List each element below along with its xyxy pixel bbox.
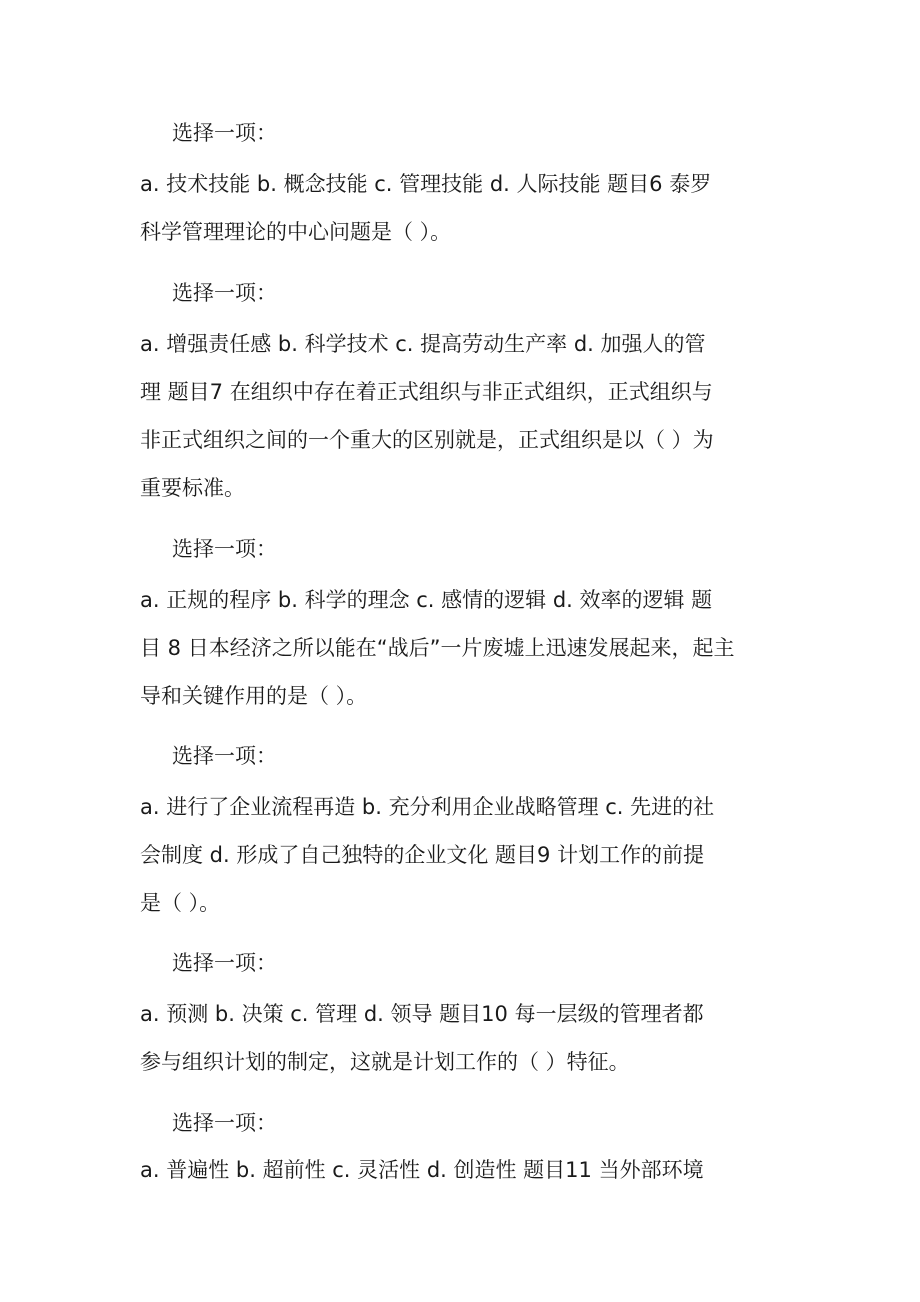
prompt-label: 选择一项： [172,951,277,975]
text-line: 参与组织计划的制定，这就是计划工作的（ ）特征。 [140,1050,630,1074]
prompt-label: 选择一项： [172,537,277,561]
prompt-label: 选择一项： [172,121,277,145]
text-line: 会制度 d. 形成了自己独特的企业文化 题目9 计划工作的前提 [140,843,705,867]
question-paragraph [140,990,800,1086]
text-line: 目 8 日本经济之所以能在“战后”一片废墟上迅速发展起来，起主 [140,636,735,660]
text-line: 科学管理理论的中心问题是（ ）。 [140,220,452,244]
text-line: a. 普遍性 b. 超前性 c. 灵活性 d. 创造性 题目11 当外部环境 [140,1158,704,1182]
text-line: 重要标准。 [140,476,245,500]
question-paragraph [140,783,800,927]
text-line: a. 进行了企业流程再造 b. 充分利用企业战略管理 c. 先进的社 [140,795,715,819]
text-line: 是（ ）。 [140,891,221,915]
text-line: a. 正规的程序 b. 科学的理念 c. 感情的逻辑 d. 效率的逻辑 题 [140,588,713,612]
prompt-label: 选择一项： [172,281,277,305]
question-paragraph [140,320,800,512]
text-line: 导和关键作用的是（ ）。 [140,684,368,708]
text-line: a. 预测 b. 决策 c. 管理 d. 领导 题目10 每一层级的管理者都 [140,1002,704,1026]
text-line: 非正式组织之间的一个重大的区别就是，正式组织是以（ ）为 [140,428,714,452]
prompt-label: 选择一项： [172,744,277,768]
text-line: a. 技术技能 b. 概念技能 c. 管理技能 d. 人际技能 题目6 泰罗 [140,172,712,196]
question-paragraph [140,160,800,256]
question-paragraph [140,576,800,720]
question-paragraph [140,1146,800,1194]
prompt-label: 选择一项： [172,1111,277,1135]
text-line: a. 增强责任感 b. 科学技术 c. 提高劳动生产率 d. 加强人的管 [140,332,706,356]
text-line: 理 题目7 在组织中存在着正式组织与非正式组织，正式组织与 [140,380,713,404]
